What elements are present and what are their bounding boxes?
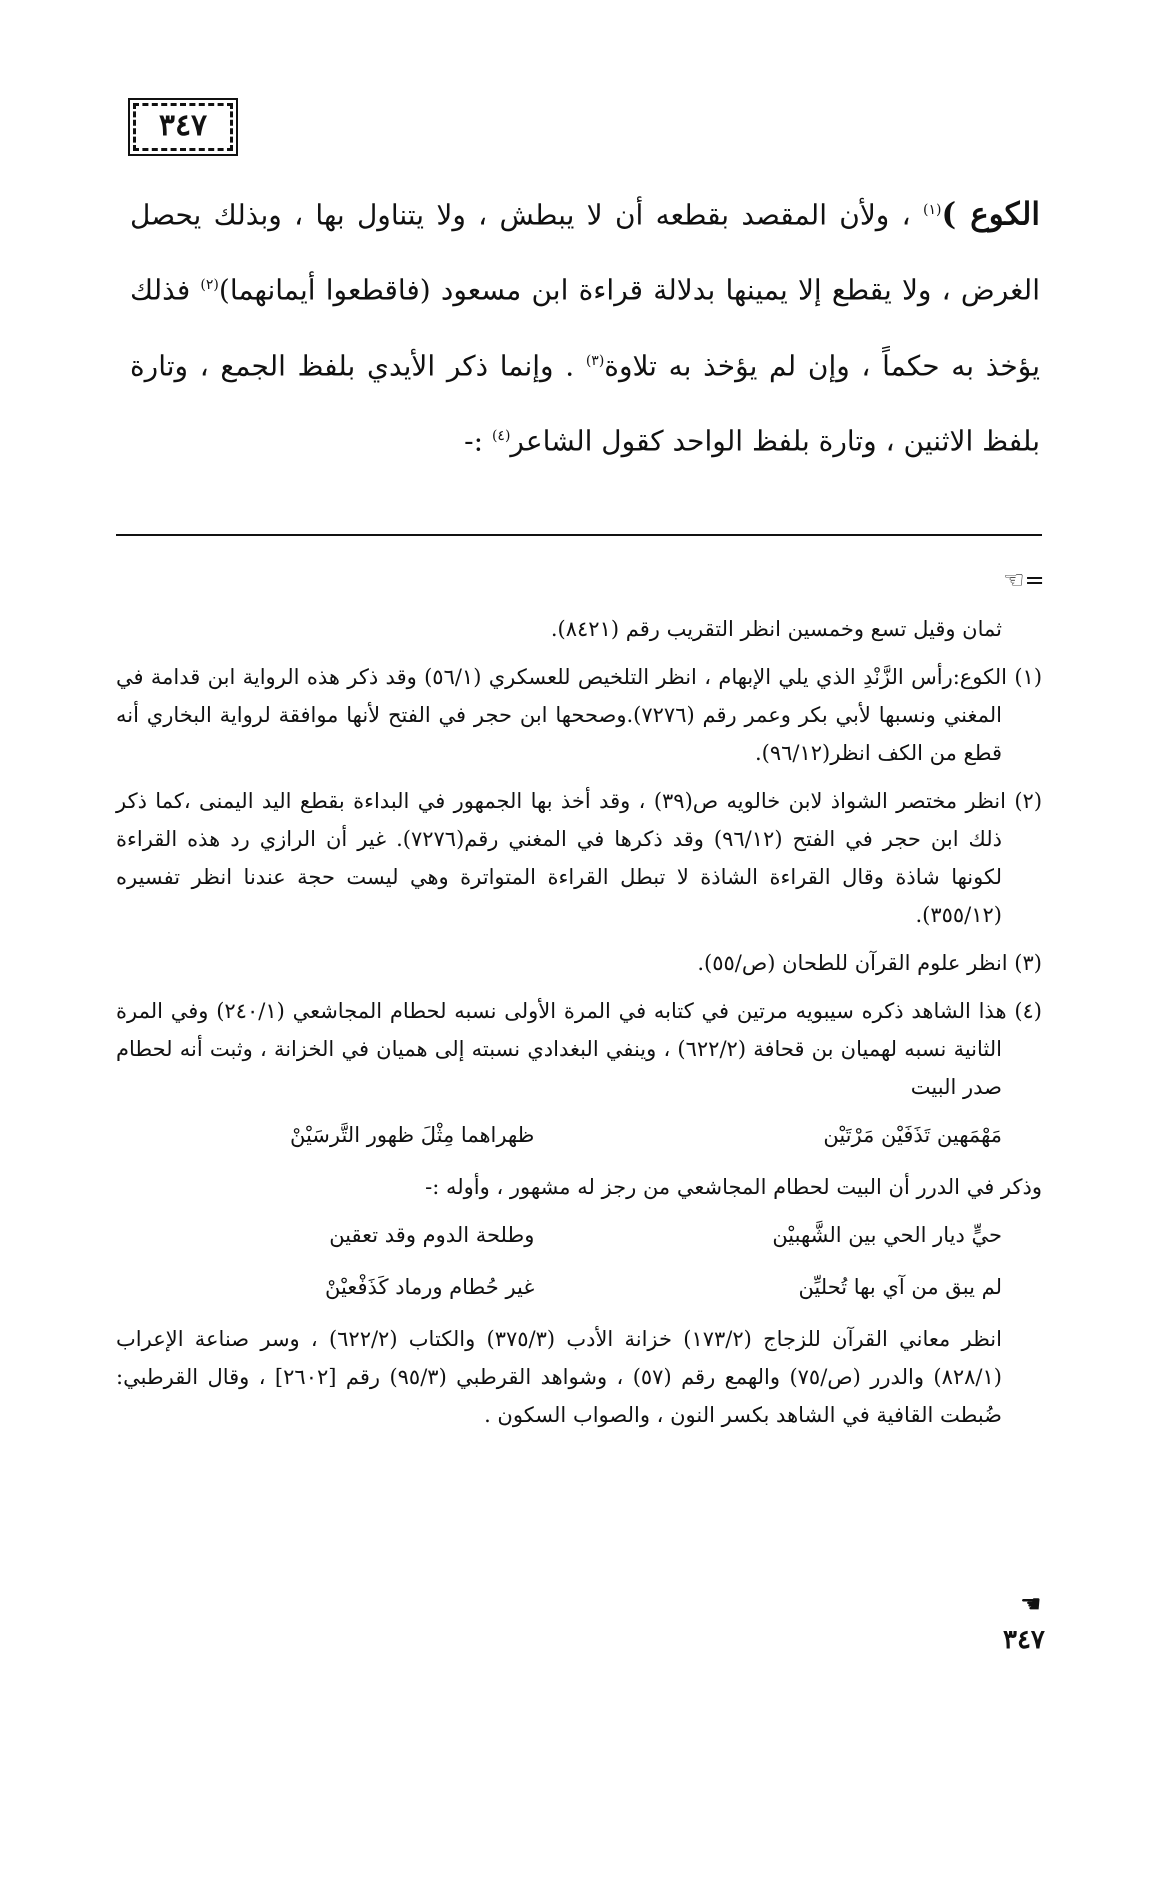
end-mark-icon: ☚ bbox=[1020, 1590, 1042, 1618]
verse-1-hemistich-left: ظهراهما مِثْلَ ظهور التَّرسَيْنْ bbox=[289, 1123, 535, 1147]
page-number-bottom: ٣٤٧ bbox=[1003, 1625, 1045, 1655]
footnote-carryover: ثمان وقيل تسع وخمسين انظر التقريب رقم (٨٤٢١). bbox=[550, 617, 1002, 641]
footnote-3: (٣) انظر علوم القرآن للطحان (ص/٥٥). bbox=[697, 951, 1042, 975]
main-text-part-4: :- bbox=[464, 424, 492, 458]
verse-1-hemistich-right: مَهْمَهين تَذَفَيْن مَرْتَيْن bbox=[823, 1123, 1002, 1147]
page-number-top: ٣٤٧ bbox=[158, 108, 208, 143]
hand-pointer-icon: ☜ bbox=[1003, 566, 1025, 594]
verse-2-hemistich-left: وطلحة الدوم وقد تعقين bbox=[329, 1223, 535, 1247]
verse-3-hemistich-left: غير حُطام ورماد كَذَفْعيْنْ bbox=[325, 1275, 535, 1299]
main-text-part-1: ، ولأن المقصد بقطعه أن لا يبطش ، ولا يتناول بها ، وبذلك يحصل الغرض ، ولا يقطع إلا يمينها بدلالة قراءة ابن مسعود (فاقطعوا أيمانهما) bbox=[130, 198, 1040, 307]
footnote-4-intro: (٤) هذا الشاهد ذكره سيبويه مرتين في كتابه في المرة الأولى نسبه لحطام المجاشعي (٢٤٠/١) وفي المرة الثانية نسبه لهميان بن قحافة (٦٢٢/٢) ، وينفي البغدادي نسبته إلى هميان في الخزانة ، وثبت أنه لحطام صدر البيت bbox=[116, 999, 1042, 1099]
verse-line-2 bbox=[116, 1216, 1042, 1254]
main-paragraph bbox=[130, 175, 1040, 476]
main-text-part-3: . وإنما ذكر الأيدي بلفظ الجمع ، وتارة بلفظ الاثنين ، وتارة بلفظ الواحد كقول الشاعر bbox=[130, 348, 1040, 458]
footnote-1: (١) الكوع:رأس الزَّنْدِ الذي يلي الإبهام ، انظر التلخيص للعسكري (٥٦/١) وقد ذكر هذه الرواية ابن قدامة في المغني ونسبها لأبي بكر وعمر رقم (٧٢٧٦).وصححها ابن حجر في الفتح لأنها موافقة لرواية البخاري أنه قطع من الكف انظر(٩٦/١٢). bbox=[116, 665, 1043, 765]
footnote-ref-1: (١) bbox=[922, 202, 942, 218]
page-number-box bbox=[133, 103, 233, 151]
footnote-divider bbox=[116, 534, 1042, 536]
continuation-mark: ☜= bbox=[1003, 566, 1045, 594]
footnote-4-mid: وذكر في الدرر أن البيت لحطام المجاشعي من رجز له مشهور ، وأوله :- bbox=[425, 1175, 1042, 1199]
footnotes bbox=[116, 610, 1042, 1444]
footnote-ref-4: (٤) bbox=[491, 427, 511, 444]
verse-2-hemistich-right: حيٍّ ديار الحي بين الشَّهبيْن bbox=[772, 1223, 1002, 1247]
verse-3-hemistich-right: لم يبق من آي بها تُحليِّن bbox=[798, 1275, 1002, 1299]
lead-word: الكوع ) bbox=[941, 196, 1040, 233]
verse-line-3 bbox=[116, 1268, 1042, 1306]
footnote-4-references: انظر معاني القرآن للزجاج (١٧٣/٢) خزانة الأدب (٣٧٥/٣) والكتاب (٦٢٢/٢) ، وسر صناعة الإعراب (٨٢٨/١) والدرر (ص/٧٥) والهمع رقم (٥٧) ، وشواهد القرطبي (٩٥/٣) رقم [٢٦٠٢] ، وقال القرطبي: ضُبطت القافية في الشاهد بكسر النون ، والصواب السكون . bbox=[116, 1327, 1002, 1427]
main-text bbox=[130, 175, 1040, 476]
footnote-2: (٢) انظر مختصر الشواذ لابن خالويه ص(٣٩) ، وقد أخذ بها الجمهور في البداءة بقطع اليد اليمنى ،كما ذكر ذلك ابن حجر في الفتح (٩٦/١٢) وقد ذكرها في المغني رقم(٧٢٧٦). غير أن الرازي رد هذه القراءة لكونها شاذة وقال القراءة الشاذة لا تبطل القراءة المتواترة وهي ليست حجة عندنا انظر تفسيره (٣٥٥/١٢). bbox=[116, 789, 1043, 927]
main-text-part-2: فذلك يؤخذ به حكماً ، وإن لم يؤخذ به تلاوة bbox=[130, 273, 1041, 382]
footnote-ref-2: (٢) bbox=[200, 277, 219, 294]
footnote-ref-3: (٣) bbox=[585, 352, 605, 369]
verse-line-1 bbox=[116, 1116, 1042, 1154]
